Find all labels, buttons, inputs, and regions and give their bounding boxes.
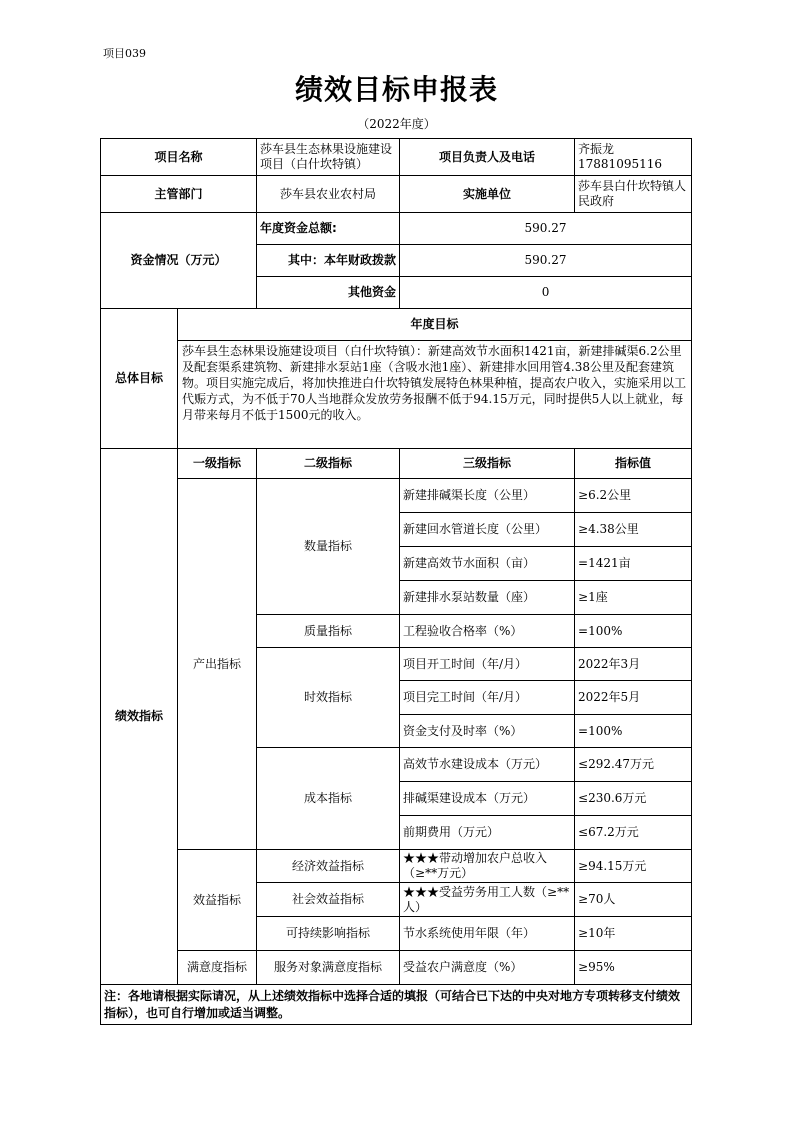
dept-value: 莎车县农业农村局 [257,176,400,213]
perf-indicators-label: 绩效指标 [101,449,178,985]
impl-value: 莎车县白什坎特镇人民政府 [575,176,692,213]
indicator-name: 新建排水泵站数量（座） [400,581,575,615]
annual-goal-text: 莎车县生态林果设施建设项目（白什坎特镇）：新建高效节水面积1421亩，新建排碱渠6.2公里及配套渠系建筑物、新建排水泵站1座（含吸水池1座）、新建排水回用管4.38公里及配套建筑物。项目实施完成后，将加快推进白什坎特镇发展特色林果种植，提高农户收入，实施采用以工代赈方式，为不低于70人当地群众发放劳务报酬不低于94.15万元，同时提供5人以上就业，每月带来每月不低于1500元的收入。 [178,341,692,449]
level1-benefit: 效益指标 [178,850,257,951]
indicator-value: ≤292.47万元 [575,748,692,782]
indicator-name: 排碱渠建设成本（万元） [400,782,575,816]
impl-label: 实施单位 [400,176,575,213]
perf-header-level1: 一级指标 [178,449,257,479]
indicator-value: =100% [575,615,692,648]
level2-sustainability: 可持续影响指标 [257,917,400,951]
level2-service-satisfaction: 服务对象满意度指标 [257,951,400,985]
level2-economic: 经济效益指标 [257,850,400,883]
funds-other-label: 其他资金 [257,277,400,309]
perf-header-value: 指标值 [575,449,692,479]
indicator-value: ≥94.15万元 [575,850,692,883]
level2-social: 社会效益指标 [257,883,400,917]
funds-label: 资金情况（万元） [101,213,257,309]
indicator-name: 新建排碱渠长度（公里） [400,479,575,513]
indicator-name: 项目开工时间（年/月） [400,648,575,681]
level2-quality: 质量指标 [257,615,400,648]
annual-goal-header: 年度目标 [178,309,692,341]
perf-header-level3: 三级指标 [400,449,575,479]
performance-form-table [100,138,692,1025]
indicator-name: 前期费用（万元） [400,816,575,850]
indicator-value: ≥10年 [575,917,692,951]
level2-quantity: 数量指标 [257,479,400,615]
overall-goal-label: 总体目标 [101,309,178,449]
indicator-name: 高效节水建设成本（万元） [400,748,575,782]
year-label: （2022年度） [357,117,436,131]
indicator-name: 资金支付及时率（%） [400,715,575,748]
indicator-name: 受益农户满意度（%） [400,951,575,985]
indicator-value: =1421亩 [575,547,692,581]
level1-output: 产出指标 [178,479,257,850]
indicator-name: ★★★受益劳务用工人数（≥**人） [400,883,575,917]
indicator-name: 项目完工时间（年/月） [400,681,575,715]
level2-cost: 成本指标 [257,748,400,850]
funds-total-value: 590.27 [400,213,692,245]
project-name-label: 项目名称 [101,139,257,176]
indicator-value: ≥70人 [575,883,692,917]
indicator-name: 节水系统使用年限（年） [400,917,575,951]
indicator-value: ≥4.38公里 [575,513,692,547]
level2-timeliness: 时效指标 [257,648,400,748]
indicator-name: 工程验收合格率（%） [400,615,575,648]
funds-fiscal-label: 其中：本年财政拨款 [257,245,400,277]
contact-label: 项目负责人及电话 [400,139,575,176]
project-number: 项目039 [103,47,146,60]
indicator-value: ≤230.6万元 [575,782,692,816]
footnote: 注：各地请根据实际请况，从上述绩效指标中选择合适的填报（可结合已下达的中央对地方专项转移支付绩效指标），也可自行增加或适当调整。 [101,985,692,1025]
funds-fiscal-value: 590.27 [400,245,692,277]
level1-satisfaction: 满意度指标 [178,951,257,985]
indicator-value: ≥1座 [575,581,692,615]
perf-header-level2: 二级指标 [257,449,400,479]
dept-label: 主管部门 [101,176,257,213]
indicator-value: =100% [575,715,692,748]
indicator-name: 新建回水管道长度（公里） [400,513,575,547]
project-name-value: 莎车县生态林果设施建设项目（白什坎特镇） [257,139,400,176]
contact-value: 齐振龙17881095116 [575,139,692,176]
indicator-value: ≤67.2万元 [575,816,692,850]
indicator-name: 新建高效节水面积（亩） [400,547,575,581]
indicator-value: 2022年5月 [575,681,692,715]
indicator-name: ★★★带动增加农户总收入（≥**万元） [400,850,575,883]
indicator-value: 2022年3月 [575,648,692,681]
page-title: 绩效目标申报表 [294,73,498,106]
funds-other-value: 0 [400,277,692,309]
funds-total-label: 年度资金总额: [257,213,400,245]
indicator-value: ≥6.2公里 [575,479,692,513]
indicator-value: ≥95% [575,951,692,985]
